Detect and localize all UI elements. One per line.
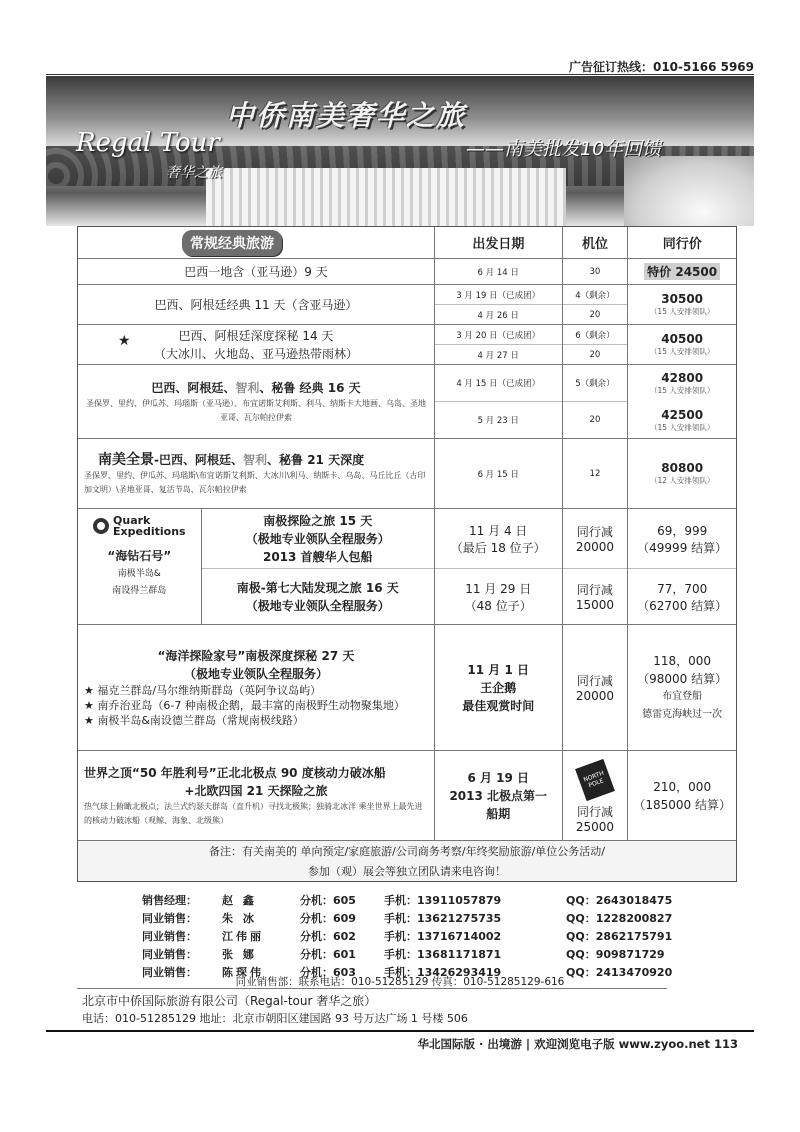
tour-date: 4 月 26 日 xyxy=(477,310,519,321)
tour-seat: 20 xyxy=(589,415,601,425)
note-line: 参加（观）展会等独立团队请来电咨询！ xyxy=(308,865,506,878)
col-date-header: 出发日期 xyxy=(435,227,563,258)
tour-date: 6 月 15 日 xyxy=(435,439,563,508)
table-row xyxy=(78,325,736,365)
tour-highlight: ★ 南极半岛&南设德兰群岛（常规南极线路） xyxy=(84,714,304,727)
table-note xyxy=(78,841,736,881)
quark-logo xyxy=(93,515,186,537)
tour-seat: 12 xyxy=(563,439,629,508)
tour-name: “海洋探险家号”南极深度探秘 27 天 xyxy=(157,649,355,663)
tour-name-peru: 秘鲁 xyxy=(279,452,304,467)
table-row xyxy=(78,259,736,285)
banner-subtitle: ——南美批发10年回馈 xyxy=(466,138,662,160)
tour-date-note: 船期 xyxy=(486,806,511,821)
tour-name-sub: +北欧四国 21 天探险之旅 xyxy=(184,783,328,798)
settle-price: （185000 结算） xyxy=(633,797,731,812)
tour-name-sub: （大冰川、火地岛、亚马逊热带雨林） xyxy=(153,346,358,361)
banner-waterfall-right xyxy=(624,156,754,226)
tour-name-chile: 智利 xyxy=(242,452,267,467)
tour-seat: 30 xyxy=(563,259,629,284)
quark-logo-line2: Expeditions xyxy=(113,525,186,538)
ship-area: 南设得兰群岛 xyxy=(112,586,167,596)
tour-desc: 圣保罗、里约、伊瓜苏、玛瑙斯\布宜诺斯艾利斯、大冰川\利马、纳斯卡、乌岛、马丘比丘（古印加文明）\圣地亚哥、复活节岛、瓦尔帕拉伊索 xyxy=(84,470,426,494)
page-footer: 华北国际版 · 出境游 | 欢迎浏览电子版 www.zyoo.net 113 xyxy=(417,1037,738,1051)
discount-value: 20000 xyxy=(575,689,614,703)
regal-tour-logo-cn: 奢华之旅 xyxy=(166,165,222,181)
tour-price: 42800 xyxy=(661,371,704,385)
discount-label: 同行减 xyxy=(576,525,613,539)
tour-highlight: ★ 南乔治亚岛（6-7 种南极企鹅，最丰富的南极野生动物聚集地） xyxy=(84,699,405,712)
col-seat-header: 机位 xyxy=(563,227,629,258)
tour-date-note: 2013 北极点第一 xyxy=(449,788,548,803)
price-note: 布宜登船 xyxy=(662,690,703,702)
tour-seat: 5（剩余） xyxy=(563,365,628,402)
table-row xyxy=(78,751,736,841)
tour-name: 、 xyxy=(259,380,272,395)
tour-name: 巴西一地含（亚马逊）9 天 xyxy=(78,259,435,284)
tour-date-note: 王企鹅 xyxy=(480,680,517,695)
tour-name-chile: 智利 xyxy=(235,380,260,395)
tour-date: 11 月 4 日 xyxy=(469,523,528,538)
price-note: 德雷克海峡过一次 xyxy=(642,708,723,720)
tour-price: 69，999 xyxy=(657,523,708,538)
contact-row: 同业销售： 陈琛伟 分机：603 手机：13426293419 QQ：2413470920 xyxy=(142,966,673,979)
tour-price: 40500 xyxy=(661,332,704,346)
tour-date: 3 月 20 日（已成团） xyxy=(435,325,562,345)
settle-price: （49999 结算） xyxy=(637,540,728,555)
tour-price: 210，000 xyxy=(653,779,712,794)
tour-name: 巴西、阿根廷深度探秘 14 天 xyxy=(178,328,334,343)
discount-label: 同行减 xyxy=(576,805,613,819)
tour-date: 4 月 15 日（已成团） xyxy=(435,365,562,402)
tour-desc: 热气球上俯瞰北极点；法兰式约瑟夫群岛（直升机）寻找北极熊；独骑北冰洋 乘坐世界上最先进的核动力破冰船（观鲸、海象、北级熊） xyxy=(84,801,423,825)
discount-label: 同行减 xyxy=(576,674,613,688)
dept-contact: 同业销售部：联系电话：010-51285129 传真：010-51285129-616 xyxy=(235,976,565,988)
north-pole-badge: NORTH POLE xyxy=(575,759,615,801)
note-line: 备注：有关南美的 单向预定/家庭旅游/公司商务考察/年终奖励旅游/单位公务活动/ xyxy=(208,845,606,858)
tour-name: 世界之顶“50 年胜利号”正北北极点 90 度核动力破冰船 xyxy=(84,765,386,780)
table-row xyxy=(78,439,736,509)
tour-date: 6 月 14 日 xyxy=(435,259,563,284)
tour-highlight: ★ 福克兰群岛/马尔维纳斯群岛（英阿争议岛屿） xyxy=(84,684,322,697)
banner-title: 中侨南美奢华之旅 xyxy=(226,99,467,132)
tour-name: 巴西、阿根廷、 xyxy=(151,380,236,395)
company-name: 北京市中侨国际旅游有限公司（Regal-tour 奢华之旅） xyxy=(82,994,377,1008)
tour-seat: 20 xyxy=(589,309,601,320)
special-price: 特价 24500 xyxy=(644,263,720,280)
tour-name: 南极-第七大陆发现之旅 16 天 xyxy=(236,580,399,595)
dept-rule xyxy=(77,988,667,989)
ad-hotline: 广告征订热线：010-5166 5969 xyxy=(568,60,754,74)
tour-price: 118，000 xyxy=(653,653,712,668)
tour-seat: 20 xyxy=(589,349,601,360)
col-price-header: 同行价 xyxy=(662,237,702,252)
price-note: （15 人安排领队） xyxy=(649,386,715,395)
tour-name: 21 天深度 xyxy=(303,452,365,467)
price-note: （15 人安排领队） xyxy=(649,422,715,432)
star-icon: ★ xyxy=(118,333,131,349)
contact-row: 同业销售： 张 娜 分机：601 手机：13681171871 QQ：909871729 xyxy=(142,948,665,961)
banner-image xyxy=(46,76,754,226)
contact-row: 同业销售： 江伟丽 分机：602 手机：13716714002 QQ：2862175791 xyxy=(142,930,673,943)
tour-date: 4 月 27 日 xyxy=(477,350,519,361)
tour-date-note: （48 位子） xyxy=(464,598,532,613)
ship-name: “海钻石号” xyxy=(107,549,172,563)
tour-date: 6 月 19 日 xyxy=(467,770,530,785)
table-row xyxy=(78,509,736,625)
banner-waterfall xyxy=(206,168,566,226)
tour-name: 、 xyxy=(267,452,280,467)
contact-list xyxy=(82,891,742,981)
table-row xyxy=(78,365,736,439)
price-note: （15 人安排领队） xyxy=(649,307,715,316)
tour-name-sub: （极地专业领队全程服务） xyxy=(245,598,390,613)
section-label: 常规经典旅游 xyxy=(182,230,282,256)
tour-name: 经典 16 天 xyxy=(295,380,361,395)
tour-name: -巴西、阿根廷、 xyxy=(154,452,243,467)
tour-name-big: 南美全景 xyxy=(98,451,154,468)
ship-area: 南极半岛& xyxy=(117,569,161,579)
discount-value: 25000 xyxy=(575,820,615,834)
discount-label: 同行减 xyxy=(576,583,613,597)
tour-date: 11 月 1 日 xyxy=(467,662,529,677)
company-address: 电话：010-51285129 地址：北京市朝阳区建国路 93 号万达广场 1 号楼 506 xyxy=(82,1012,468,1025)
quark-logo-line1: Quark xyxy=(113,514,151,527)
discount-value: 20000 xyxy=(575,540,615,554)
tour-name-peru: 秘鲁 xyxy=(271,380,296,395)
settle-price: （98000 结算） xyxy=(637,671,728,686)
tour-date: 5 月 23 日 xyxy=(477,416,519,426)
contact-row: 同业销售： 朱 冰 分机：609 手机：13621275735 QQ：1228200827 xyxy=(142,912,673,925)
top-rule xyxy=(46,74,754,75)
tour-name-sub: （极地专业领队全程服务） xyxy=(245,531,390,546)
tour-seat: 6（剩余） xyxy=(563,325,628,345)
settle-price: （62700 结算） xyxy=(637,598,728,613)
tour-name-sub: （极地专业领队全程服务） xyxy=(183,667,328,681)
tour-price: 80800 xyxy=(661,461,704,475)
price-note: （15 人安排领队） xyxy=(649,347,715,356)
tour-name: 南极探险之旅 15 天 xyxy=(263,513,373,528)
tour-price: 30500 xyxy=(661,292,704,306)
regal-tour-logo: Regal Tour xyxy=(76,128,220,158)
tour-name-sub: 2013 首艘华人包船 xyxy=(262,549,373,564)
price-note: （12 人安排领队） xyxy=(649,476,715,485)
contact-row: 销售经理： 赵 鑫 分机：605 手机：13911057879 QQ：2643018475 xyxy=(142,894,673,907)
tour-price: 77，700 xyxy=(657,581,708,596)
table-header xyxy=(78,227,736,259)
tour-date-note: （最后 18 位子） xyxy=(450,540,546,555)
tour-price-table xyxy=(77,226,737,882)
tour-seat: 4（剩余） xyxy=(563,285,628,305)
tour-name: 巴西、阿根廷经典 11 天（含亚马逊） xyxy=(78,285,435,324)
tour-date: 3 月 19 日（已成团） xyxy=(435,285,562,305)
tour-date-note: 最佳观赏时间 xyxy=(462,698,535,713)
footer-rule xyxy=(46,1030,754,1032)
tour-desc: 圣保罗、里约、伊瓜苏、玛瑙斯（亚马逊）、布宜诺斯艾利斯、利马、纳斯卡大地画、乌岛、圣地亚哥、瓦尔帕拉伊索 xyxy=(85,398,426,422)
quark-logo-icon xyxy=(93,518,109,534)
tour-date: 11 月 29 日 xyxy=(465,581,532,596)
tour-price: 42500 xyxy=(661,407,704,422)
table-row xyxy=(78,285,736,325)
table-row xyxy=(78,625,736,751)
discount-value: 15000 xyxy=(575,598,615,612)
